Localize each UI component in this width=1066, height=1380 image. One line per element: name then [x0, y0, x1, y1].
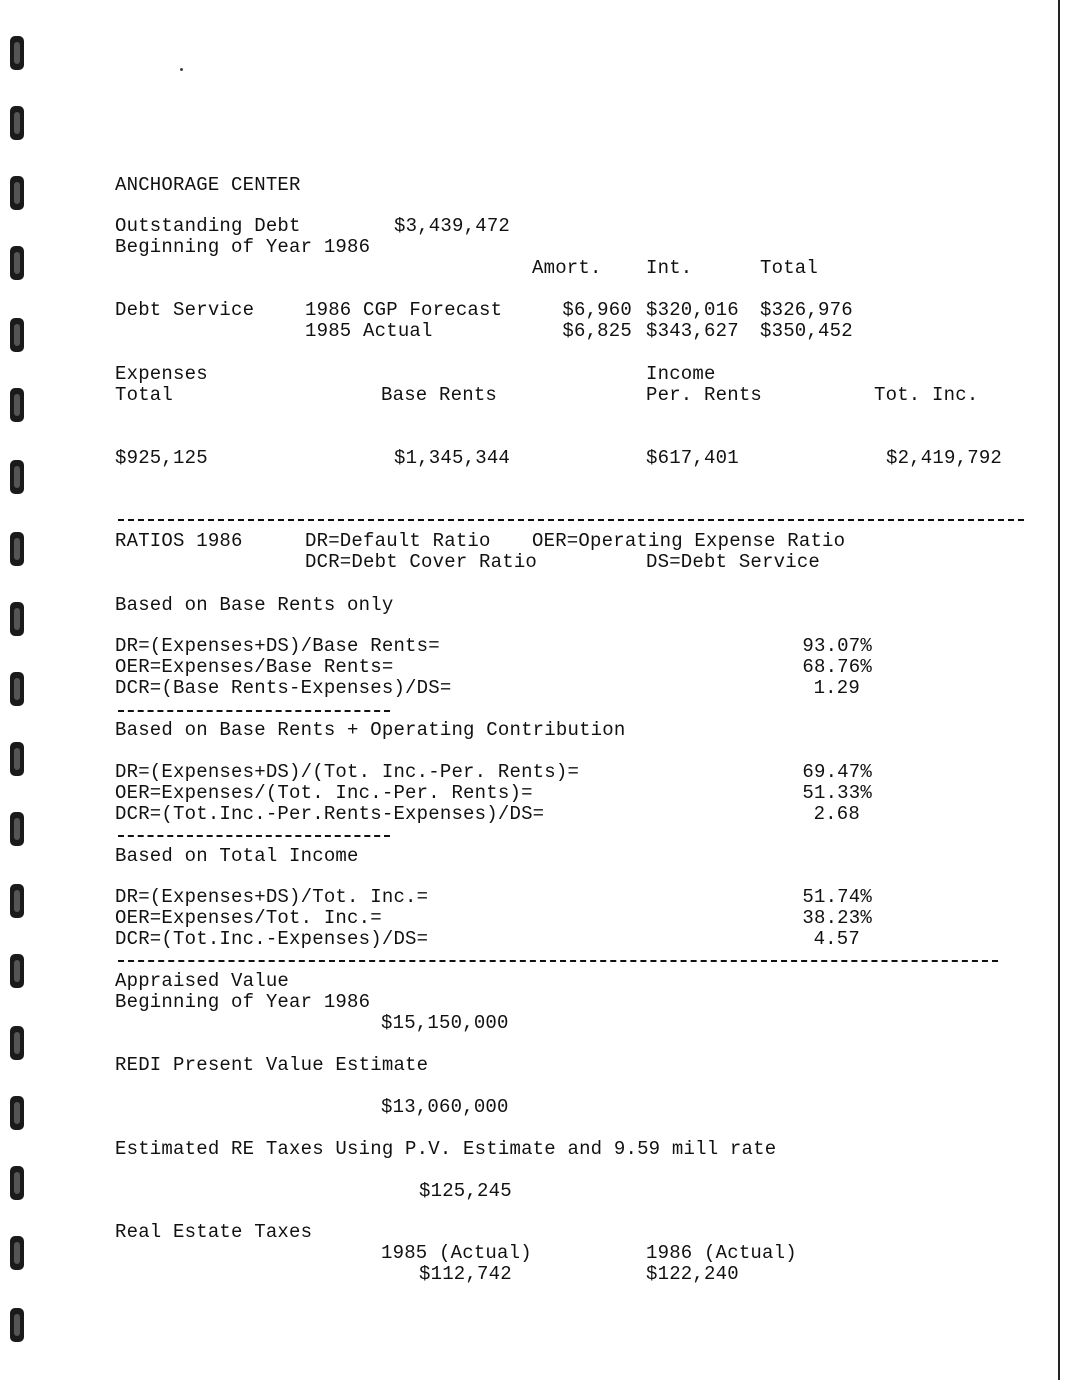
debt-row-int: $343,627	[646, 320, 739, 342]
re-tax-estimate-label: Estimated RE Taxes Using P.V. Estimate and 9.59 mill rate	[115, 1138, 777, 1160]
ratio-formula: DR=(Expenses+DS)/Base Rents=	[115, 635, 440, 657]
ratio-value: 2.68	[813, 803, 860, 825]
binder-hole	[10, 884, 24, 918]
tot-inc-header: Tot. Inc.	[874, 384, 979, 406]
ratio-formula: DR=(Expenses+DS)/(Tot. Inc.-Per. Rents)=	[115, 761, 580, 783]
ratio-section-heading: Based on Base Rents + Operating Contribution	[115, 719, 626, 741]
redi-value: $13,060,000	[381, 1096, 509, 1118]
ratio-formula: DCR=(Tot.Inc.-Per.Rents-Expenses)/DS=	[115, 803, 545, 825]
debt-row-label: 1986 CGP Forecast	[305, 299, 503, 321]
debt-row-amort: $6,825	[562, 320, 632, 342]
section-divider	[118, 960, 998, 962]
ratio-definition: DS=Debt Service	[646, 551, 821, 573]
re-tax-estimate-value: $125,245	[419, 1180, 512, 1202]
per-rents-header: Per. Rents	[646, 384, 763, 406]
debt-row-amort: $6,960	[562, 299, 632, 321]
binder-hole	[10, 1026, 24, 1060]
binder-hole	[10, 246, 24, 280]
ratio-formula: DCR=(Base Rents-Expenses)/DS=	[115, 677, 452, 699]
binder-hole	[10, 532, 24, 566]
re-taxes-1986-label: 1986 (Actual)	[646, 1242, 797, 1264]
binder-hole	[10, 602, 24, 636]
expenses-header-top: Expenses	[115, 363, 208, 385]
stray-mark	[180, 68, 183, 71]
outstanding-debt-label: Outstanding Debt	[115, 215, 301, 237]
binder-hole	[10, 812, 24, 846]
binder-hole	[10, 106, 24, 140]
binder-hole	[10, 954, 24, 988]
section-divider	[118, 519, 1024, 521]
binder-hole	[10, 388, 24, 422]
section-divider	[118, 835, 390, 837]
binder-hole	[10, 36, 24, 70]
outstanding-debt-sub: Beginning of Year 1986	[115, 236, 371, 258]
binder-hole	[10, 1166, 24, 1200]
header-amort: Amort.	[532, 257, 602, 279]
page-edge	[1058, 0, 1060, 1380]
document-title: ANCHORAGE CENTER	[115, 174, 301, 196]
appraised-value-label: Appraised Value	[115, 970, 290, 992]
binder-hole	[10, 318, 24, 352]
ratio-value: 38.23%	[802, 907, 872, 929]
ratio-value: 4.57	[813, 928, 860, 950]
ratio-value: 68.76%	[802, 656, 872, 678]
ratio-section-heading: Based on Base Rents only	[115, 594, 394, 616]
appraised-value-sub: Beginning of Year 1986	[115, 991, 371, 1013]
ratio-value: 69.47%	[802, 761, 872, 783]
ratio-value: 1.29	[813, 677, 860, 699]
expenses-value: $925,125	[115, 447, 208, 469]
ratio-formula: DCR=(Tot.Inc.-Expenses)/DS=	[115, 928, 429, 950]
re-taxes-1985-value: $112,742	[419, 1263, 512, 1285]
header-int: Int.	[646, 257, 693, 279]
expenses-header: Total	[115, 384, 174, 406]
debt-row-label: 1985 Actual	[305, 320, 433, 342]
ratio-formula: OER=Expenses/Base Rents=	[115, 656, 394, 678]
debt-row-total: $350,452	[760, 320, 853, 342]
debt-row-int: $320,016	[646, 299, 739, 321]
ratio-formula: OER=Expenses/Tot. Inc.=	[115, 907, 382, 929]
outstanding-debt-value: $3,439,472	[394, 215, 511, 237]
binder-hole	[10, 742, 24, 776]
ratio-value: 51.33%	[802, 782, 872, 804]
ratio-definition: OER=Operating Expense Ratio	[532, 530, 846, 552]
binder-hole	[10, 672, 24, 706]
re-taxes-label: Real Estate Taxes	[115, 1221, 313, 1243]
binder-hole	[10, 176, 24, 210]
ratio-definition: DR=Default Ratio	[305, 530, 491, 552]
appraised-value: $15,150,000	[381, 1012, 509, 1034]
re-taxes-1986-value: $122,240	[646, 1263, 739, 1285]
re-taxes-1985-label: 1985 (Actual)	[381, 1242, 532, 1264]
ratio-formula: DR=(Expenses+DS)/Tot. Inc.=	[115, 886, 429, 908]
debt-service-label: Debt Service	[115, 299, 255, 321]
binder-hole	[10, 1308, 24, 1342]
per-rents-value: $617,401	[646, 447, 739, 469]
ratio-formula: OER=Expenses/(Tot. Inc.-Per. Rents)=	[115, 782, 533, 804]
binder-hole	[10, 460, 24, 494]
ratios-title: RATIOS 1986	[115, 530, 243, 552]
base-rents-value: $1,345,344	[394, 447, 511, 469]
ratio-definition: DCR=Debt Cover Ratio	[305, 551, 538, 573]
tot-inc-value: $2,419,792	[886, 447, 1003, 469]
ratio-value: 51.74%	[802, 886, 872, 908]
section-divider	[118, 710, 390, 712]
binder-hole	[10, 1236, 24, 1270]
binder-hole	[10, 1096, 24, 1130]
debt-row-total: $326,976	[760, 299, 853, 321]
base-rents-header: Base Rents	[381, 384, 498, 406]
header-total: Total	[760, 257, 819, 279]
redi-label: REDI Present Value Estimate	[115, 1054, 429, 1076]
income-header-top: Income	[646, 363, 716, 385]
ratio-section-heading: Based on Total Income	[115, 845, 359, 867]
ratio-value: 93.07%	[802, 635, 872, 657]
